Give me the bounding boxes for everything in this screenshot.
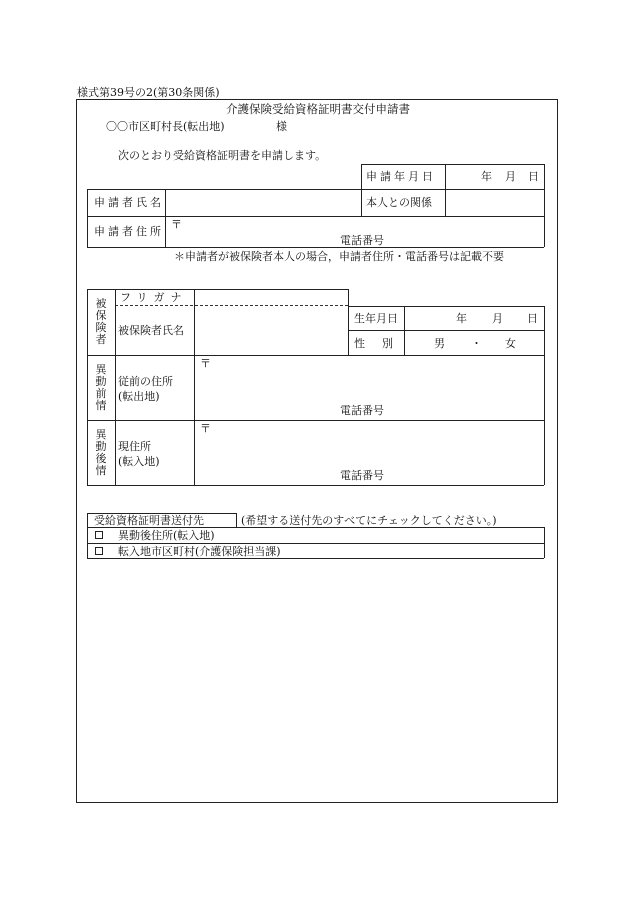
- application-date-label: 申請年月日: [366, 170, 436, 183]
- birth-day-label: 日: [527, 312, 538, 325]
- birth-date-label: 生年月日: [354, 312, 398, 325]
- previous-address-label: 従前の住所: [118, 375, 173, 388]
- previous-phone-label: 電話番号: [340, 404, 384, 417]
- sex-separator: ・: [471, 337, 482, 350]
- furigana-label: フリガナ: [120, 291, 188, 304]
- relationship-field[interactable]: [446, 190, 543, 215]
- applicant-name-label: 申請者氏名: [94, 196, 164, 209]
- checkbox-icon[interactable]: [95, 547, 103, 555]
- sex-label: 性 別: [354, 337, 396, 350]
- after-move-vertical-label: 異動後情: [95, 428, 107, 477]
- form-number: 様式第39号の2(第30条関係): [77, 86, 220, 99]
- app-year-label: 年: [481, 170, 492, 183]
- current-address-sub-label: (転入地): [118, 455, 160, 468]
- send-option-row[interactable]: [88, 544, 543, 558]
- before-move-vertical-label: 異動前情: [95, 363, 107, 412]
- current-phone-label: 電話番号: [340, 469, 384, 482]
- postal-mark-icon: 〒: [171, 218, 182, 231]
- applicant-address-label: 申請者住所: [94, 225, 164, 238]
- previous-address-sub-label: (転出地): [118, 390, 160, 403]
- app-day-label: 日: [528, 170, 539, 183]
- note-text: ＊申請者が被保険者本人の場合，申請者住所・電話番号は記載不要: [174, 250, 504, 263]
- intro-text: 次のとおり受給資格証明書を申請します。: [118, 149, 327, 162]
- checkbox-icon[interactable]: [95, 531, 103, 539]
- send-option-label: 異動後住所(転入地): [118, 529, 215, 542]
- birth-year-label: 年: [456, 312, 467, 325]
- current-address-label: 現住所: [118, 440, 151, 453]
- relationship-label: 本人との関係: [366, 196, 432, 209]
- sex-female-option[interactable]: 女: [505, 337, 516, 350]
- sex-male-option[interactable]: 男: [434, 337, 445, 350]
- honorific: 様: [276, 120, 287, 133]
- app-month-label: 月: [505, 170, 516, 183]
- applicant-name-field[interactable]: [166, 190, 360, 215]
- send-section-instruction: (希望する送付先のすべてにチェックしてください。): [241, 514, 497, 527]
- send-option-label: 転入地市区町村(介護保険担当課): [118, 545, 281, 558]
- birth-month-label: 月: [492, 312, 503, 325]
- insured-name-field[interactable]: [195, 307, 347, 354]
- send-option-row[interactable]: [88, 528, 543, 542]
- send-section-header: 受給資格証明書送付先: [94, 514, 204, 527]
- furigana-field[interactable]: [195, 290, 347, 304]
- form-title: 介護保険受給資格証明書交付申請書: [226, 102, 410, 116]
- addressee: 〇〇市区町村長(転出地): [106, 120, 225, 133]
- insured-vertical-label: 被保険者: [95, 297, 107, 346]
- applicant-phone-label: 電話番号: [340, 234, 384, 247]
- current-postal-mark-icon: 〒: [200, 422, 211, 435]
- previous-postal-mark-icon: 〒: [200, 357, 211, 370]
- insured-name-label: 被保険者氏名: [118, 324, 184, 337]
